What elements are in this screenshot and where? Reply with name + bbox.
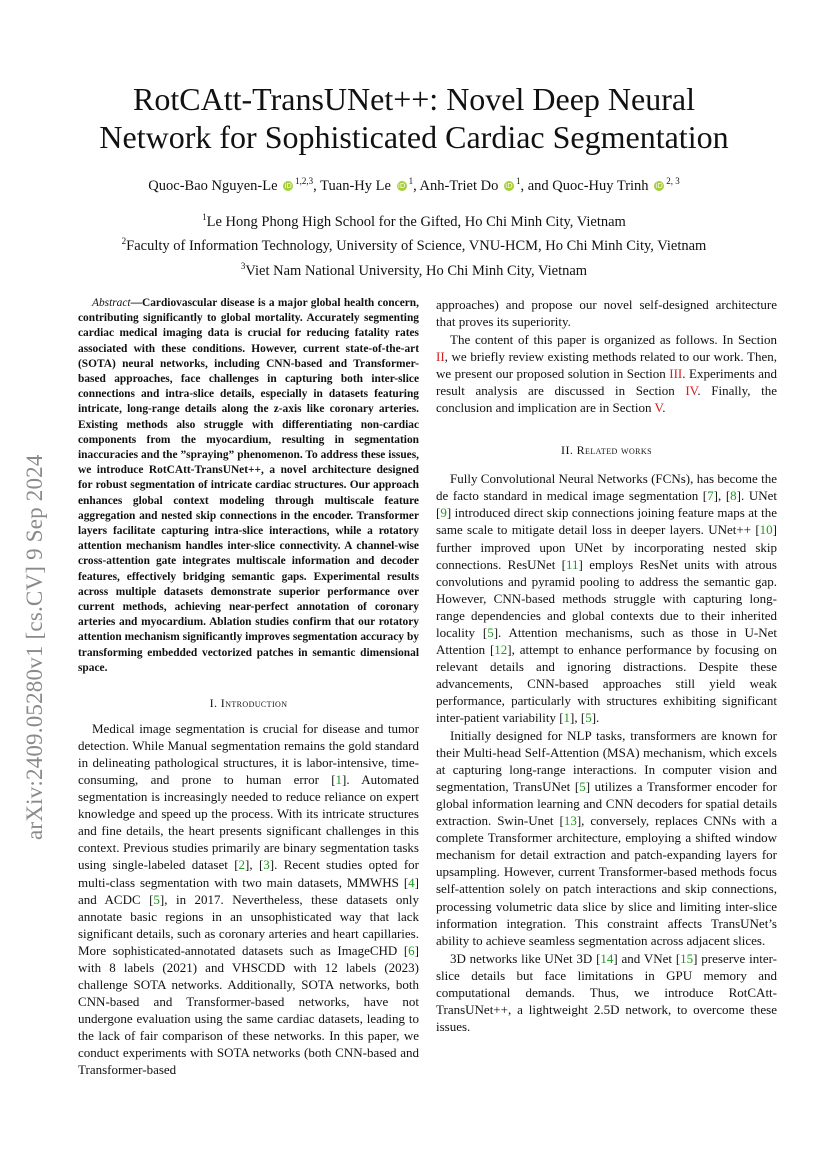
text-run: ], conversely, replaces CNNs with a complete Transformer architecture, employing a shifted window mechanism for detail extraction and patch-expanding layers for upsampling. However, current Transformer-based methods focus self-attention solely on patch interactions and skip connections, processing volumetric data slice by slice and limiting inter-slice information integration. This constraint affects TransUNet’s ability to achieve seamless segmentation across adjacent slices. xyxy=(436,813,777,948)
author-2-affil: 1 xyxy=(408,176,414,186)
abstract-label: Abstract xyxy=(92,297,131,309)
section-heading-introduction: I. Introduction xyxy=(209,696,288,711)
affiliation-text: Viet Nam National University, Ho Chi Minh City, Vietnam xyxy=(245,262,588,279)
author-3-name: Anh-Triet Do xyxy=(419,177,499,194)
text-run: ]. Recent studies opted for multi-class segmentation with two main datasets, MMWHS [ xyxy=(78,857,419,890)
text-run: Initially designed for NLP tasks, transformers are known for their Multi-head Self-Attention (MSA) mechanism, which excels at capturing long-range interactions. In computer vision and segmentation, TransUNet [ xyxy=(436,728,777,795)
abstract xyxy=(78,296,419,676)
text-run: ], in 2017. Nevertheless, these datasets only annotate basic regions in an unsophisticated way that lack significant details, such as coronary arteries and heart capillaries. More sophisticated-annotated datasets such as ImageCHD [ xyxy=(78,891,419,958)
section-reference-link[interactable]: II xyxy=(436,349,445,365)
text-run: The content of this paper is organized as follows. In Section xyxy=(450,332,777,348)
citation-link[interactable]: 3 xyxy=(263,857,270,873)
author-and: , and xyxy=(520,177,553,194)
orcid-icon[interactable]: iD xyxy=(505,181,513,190)
citation-link[interactable]: 8 xyxy=(730,488,737,504)
citation-link[interactable]: 5 xyxy=(585,709,592,725)
intro-paragraph-1 xyxy=(78,720,419,1078)
orcid-icon[interactable]: iD xyxy=(397,181,406,190)
affiliation-marker: 3 xyxy=(240,260,246,271)
title-line-1: RotCAtt-TransUNet++: Novel Deep Neural xyxy=(133,81,695,117)
author-1-name: Quoc-Bao Nguyen-Le xyxy=(148,177,278,194)
text-run: ]. Attention mechanisms, such as those in U-Net Attention [ xyxy=(436,624,777,657)
affiliation-1 xyxy=(70,208,758,232)
citation-link[interactable]: 5 xyxy=(579,779,586,795)
citation-link[interactable]: 10 xyxy=(759,522,773,538)
affiliation-3 xyxy=(70,257,758,281)
citation-link[interactable]: 11 xyxy=(566,556,579,572)
section-reference-link[interactable]: V xyxy=(654,400,663,416)
text-run: ] utilizes a Transformer encoder for global information learning and CNN decoders for spatial details extraction. Swin-Unet [ xyxy=(436,779,777,829)
text-run: . Finally, the conclusion and implication are in Section xyxy=(436,383,777,416)
text-run: ], [ xyxy=(245,857,264,873)
section-heading-related-works: II. Related works xyxy=(561,443,652,458)
citation-link[interactable]: 15 xyxy=(680,950,694,966)
citation-link[interactable]: 6 xyxy=(408,942,415,958)
text-run: 3D networks like UNet 3D [ xyxy=(450,950,601,966)
text-run: ]. Automated segmentation is increasingly needed to reduce reliance on expert knowledge and speed up the process. With its intricate structures and fine details, the heart presents significant challenges in this context. Previous studies primarily are binary segmentation tasks using single-labeled dataset [ xyxy=(78,772,419,873)
author-3-affil: 1 xyxy=(515,176,521,186)
text-run: ], [ xyxy=(713,488,731,504)
citation-link[interactable]: 1 xyxy=(335,772,343,788)
right-column xyxy=(436,296,777,1035)
text-run: ]. UNet [ xyxy=(436,488,777,521)
text-run: ] employs ResNet units with atrous convolutions and pyramid pooling to address the semantic gap. However, CNN-based methods struggle with capturing long-range dependencies and global contexts due to their inherited locality [ xyxy=(436,556,777,640)
author-1-affil: 1,2,3 xyxy=(295,176,314,186)
text-run: ], [ xyxy=(570,709,586,725)
citation-link[interactable]: 9 xyxy=(440,505,447,521)
affiliation-marker: 1 xyxy=(202,212,207,222)
affiliations xyxy=(70,208,758,281)
text-run: ] preserve inter-slice details but face limitations in GPU memory and computational demands. Thus, we introduce RotCAtt-TransUNet++, a lightweight 2.5D network, to overcome these issues. xyxy=(436,950,777,1034)
author-separator: , xyxy=(413,177,420,194)
author-4-name: Quoc-Huy Trinh xyxy=(552,177,649,194)
text-run: ] and VNet [ xyxy=(613,950,681,966)
citation-link[interactable]: 12 xyxy=(494,641,508,657)
left-column xyxy=(78,296,419,1078)
arxiv-stamp: arXiv:2409.05280v1 [cs.CV] 9 Sep 2024 xyxy=(22,454,47,840)
text-run: ], attempt to enhance performance by focusing on relevant details and ignoring distractions. Despite these advancements, CNN-based approaches still yield weak performance, particularly with structures exhibiting significant inter-patient variability [ xyxy=(436,641,777,725)
affiliation-text: Faculty of Information Technology, University of Science, VNU-HCM, Ho Chi Minh City, Vietnam xyxy=(126,238,707,255)
related-paragraph-1 xyxy=(436,470,777,726)
citation-link[interactable]: 5 xyxy=(153,891,160,907)
citation-link[interactable]: 13 xyxy=(563,813,577,829)
affiliation-text: Le Hong Phong High School for the Gifted, Ho Chi Minh City, Vietnam xyxy=(206,213,626,230)
section-reference-link[interactable]: III xyxy=(669,366,683,382)
text-run: ] further improved upon UNet by incorporating nested skip connections. ResUNet [ xyxy=(436,522,777,572)
citation-link[interactable]: 14 xyxy=(600,950,614,966)
section-reference-link[interactable]: IV xyxy=(685,383,698,399)
author-2-name: Tuan-Hy Le xyxy=(320,177,391,194)
citation-link[interactable]: 4 xyxy=(408,874,415,890)
text-run: ] introduced direct skip connections joining feature maps at the same scale to mitigate detail loss in deeper layers. UNet++ [ xyxy=(436,505,777,538)
author-separator: , xyxy=(313,177,321,194)
orcid-icon[interactable]: iD xyxy=(655,181,663,190)
text-run: ]. xyxy=(591,709,600,725)
related-paragraph-2 xyxy=(436,727,777,949)
affiliation-marker: 2 xyxy=(121,236,127,247)
title-line-2: Network for Sophisticated Cardiac Segmentation xyxy=(99,119,729,155)
orcid-icon[interactable]: iD xyxy=(284,181,292,190)
abstract-text: —Cardiovascular disease is a major global health concern, contributing significantly to global mortality. Accurately segmenting cardiac medical imaging data is crucial for reducing fatality rates associated with these conditions. However, current state-of-the-art (SOTA) neural networks, including CNN-based and Transformer-based approaches, face challenges in capturing both inter-slice connections and intra-slice details, especially in datasets featuring intricate, long-range details along the z-axis like coronary arteries. Existing methods also struggle with differentiating non-cardiac components from the myocardium, resulting in segmentation inaccuracies and the ”spraying” phenomenon. To address these issues, we introduce RotCAtt-TransUNet++, a novel architecture designed for robust segmentation of intricate cardiac structures. Our approach enhances global context modeling through multiscale feature aggregation and nested skip connections in the encoder. Transformer layers facilitate capturing intra-slice interactions, while a rotatory attention mechanism handles inter-slice connectivity. A channel-wise cross-attention gate integrates multiscale information and decoder features, effectively bridging semantic gaps. Experimental results across multiple datasets demonstrate superior performance over current methods, achieving near-perfect annotation of coronary arteries and myocardium. Ablation studies confirm that our rotatory attention mechanism significantly improves segmentation accuracy by transforming embedded vectorized patches in semantic dimensional space. xyxy=(78,297,419,674)
intro-paragraph-continued: approaches) and propose our novel self-designed architecture that proves its superiority. xyxy=(436,297,777,330)
author-4-affil: 2, 3 xyxy=(666,176,680,186)
citation-link[interactable]: 5 xyxy=(487,624,494,640)
citation-link[interactable]: 7 xyxy=(707,488,714,504)
text-run: ] and ACDC [ xyxy=(78,874,419,907)
author-list xyxy=(70,176,758,195)
citation-link[interactable]: 1 xyxy=(563,709,571,725)
related-paragraph-3 xyxy=(436,950,777,1035)
text-run: Fully Convolutional Neural Networks (FCNs), has become the de facto standard in medical image segmentation [ xyxy=(436,471,777,504)
text-run: . Experiments and result analysis are discussed in Section xyxy=(436,366,777,399)
text-run: ] with 8 labels (2021) and VHSCDD with 12 labels (2023) challenge SOTA networks. Additionally, SOTA networks, both CNN-based and Transformer-based networks, have not undergone evaluation using the same cardiac datasets, leading to the lack of fair comparison of these networks. In this paper, we conduct experiments with SOTA networks (both CNN-based and Transformer-based xyxy=(78,942,419,1078)
text-run: . xyxy=(662,400,666,416)
text-run: , we briefly review existing methods related to our work. Then, we present our proposed solution in Section xyxy=(436,349,777,382)
citation-link[interactable]: 2 xyxy=(238,857,246,873)
text-run: Medical image segmentation is crucial for disease and tumor detection. While Manual segmentation remains the gold standard in delineating pathological structures, it is labor-intensive, time-consuming, and prone to human error [ xyxy=(78,721,419,788)
intro-paragraph-2 xyxy=(436,331,777,416)
paper-title xyxy=(70,80,758,156)
affiliation-2 xyxy=(70,232,758,256)
